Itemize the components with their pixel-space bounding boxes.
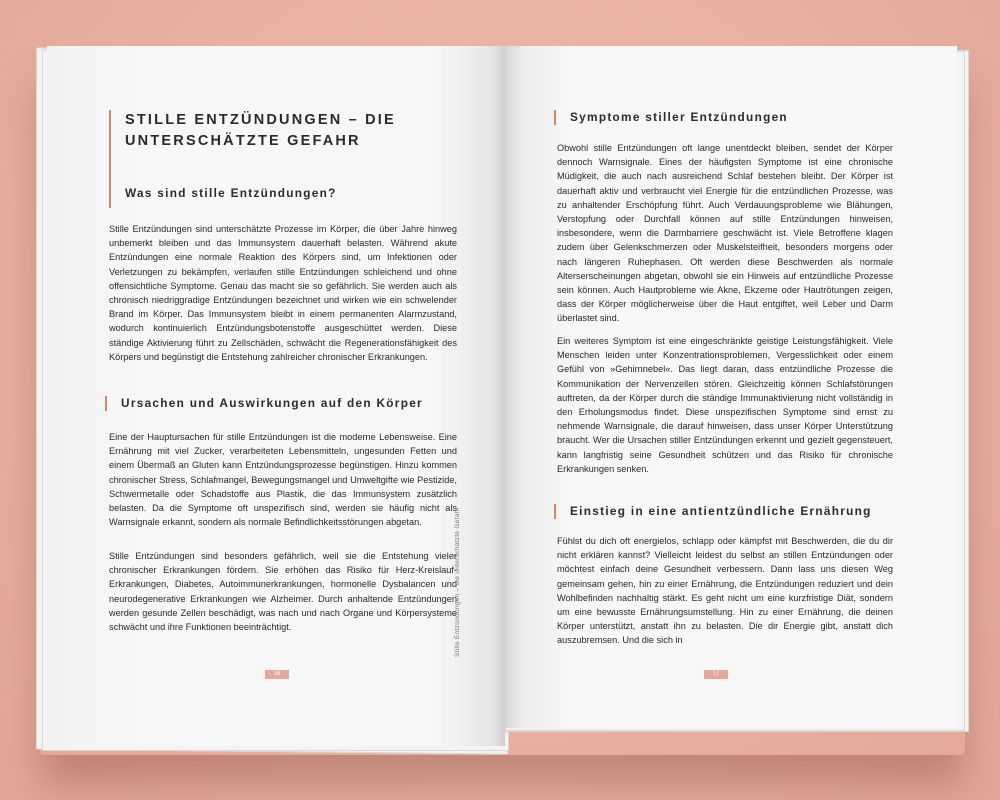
paragraph-causes-1: Eine der Hauptursachen für stille Entzündungen ist die moderne Lebensweise. Eine Ernährung mit viel Zucker, verarbeiteten Lebensmitteln, ungesunden Fetten und einem Übermaß an Gluten kann Entzündungsprozesse begünstigen. Hinzu kommen chronischer Stress, Schlafmangel, Bewegungsmangel und Umweltgifte wie Pestizide, Schwermetalle oder Schadstoffe aus Plastik, die das Immunsystem zusätzlich belasten. Da die Symptome oft unspezifisch sind, werden sie häufig nicht als Warnsignale erkannt, sondern als normale Befindlichkeitsstörungen abgetan. [109, 432, 457, 528]
paragraph-what-are: Stille Entzündungen sind unterschätzte Prozesse im Körper, die über Jahre hinweg unbemerkt bleiben und das Immunsystem dauerhaft belasten. Während akute Entzündungen eine normale Reaktion des Körpers sind, um Infektionen oder Verletzungen zu bekämpfen, verlaufen stille Entzündungen schleichend und ohne offensichtliche Symptome. Genau das macht sie so gefährlich. Sie werden auch als chronisch niedriggradige Entzündungen bezeichnet und wirken wie ein schwelender Brand im Körper. Das Immunsystem bleibt in einem permanenten Alarmzustand, wodurch kontinuierlich Entzündungsbotenstoffe ausgeschüttet werden. Diese ständige Aktivierung führt zu Zellschäden, schwächt die Regenerationsfähigkeit des Körpers und begünstigt die Entstehung zahlreicher chronischer Erkrankungen. [109, 224, 457, 362]
chapter-title: STILLE ENTZÜNDUNGEN – DIE UNTERSCHÄTZTE GEFAHR [109, 110, 425, 208]
right-page [505, 46, 957, 728]
left-page [47, 46, 505, 746]
section-heading-what-are: Was sind stille Entzündungen? [109, 186, 337, 201]
paragraph-symptoms-1: Obwohl stille Entzündungen oft lange unentdeckt bleiben, sendet der Körper dennoch Warnsignale. Eines der häufigsten Symptome ist eine chronische Müdigkeit, die auch nach ausreichend Schlaf bestehen bleibt. Der Körper ist dauerhaft aktiv und verbraucht viel Energie für die entzündlichen Prozesse, was zu anhaltender Erschöpfung führt. Auch Verdauungsprobleme wie Blähungen, Verstopfung oder Durchfall können auf stille Entzündungen hinweisen, insbesondere, wenn die Darmbarriere geschwächt ist. Viele Betroffene klagen zudem über Gelenkschmerzen oder Muskelsteifheit, besonders morgens oder nach längeren Ruhephasen. Oft werden diese Beschwerden als normale Alterserscheinungen abgetan, obwohl sie ein Hinweis auf entzündliche Prozesse sein können. Auch Hautprobleme wie Akne, Ekzeme oder Hautrötungen zeigen, dass der Körper möglicherweise über die Haut entgiftet, weil Leber und Darm überlastet sind. [557, 143, 893, 324]
running-header: Stille Entzündungen – die unterschätzte Gefahr [454, 506, 461, 657]
page-number-right: 17 [704, 670, 728, 679]
section-heading-symptoms: Symptome stiller Entzündungen [554, 110, 788, 125]
section-heading-nutrition: Einstieg in eine antientzündliche Ernährung [554, 504, 872, 519]
page-number-left: 16 [265, 670, 289, 679]
paragraph-nutrition: Fühlst du dich oft energielos, schlapp oder kämpfst mit Beschwerden, die du dir nicht erklären kannst? Vielleicht leidest du selbst an stillen Entzündungen oder möchtest einfach deine Gesundheit verbessern. Dann lass uns diesen Weg gemeinsam gehen, hin zu einer Ernährung, die Entzündungen reduziert und dein Wohlbefinden nachhaltig stärkt. Es geht nicht um eine kurzfristige Diät, sondern um eine bewusste Ernährungsumstellung. Hin zu einer Ernährung, die deinen Körper unterstützt, anstatt ihn zu belasten. Die dir Energie gibt, anstatt dich auszubremsen. Und die sich in [557, 536, 893, 646]
paragraph-symptoms-2: Ein weiteres Symptom ist eine eingeschränkte geistige Leistungsfähigkeit. Viele Menschen leiden unter Konzentrationsproblemen, Vergesslichkeit oder einem Gefühl von »Gehirnnebel«. Das liegt daran, dass entzündliche Prozesse die Kommunikation der Nervenzellen stören. Gleichzeitig können Schlafstörungen auftreten, da der Körper durch die ständige Immunaktivierung nicht vollständig in den Erholungsmodus findet. Diese unspezifischen Symptome sind ernst zu nehmende Warnsignale, die darauf hinweisen, dass unser Körper Unterstützung braucht. Wer die Ursachen stiller Entzündungen erkennt und gezielt gegensteuert, kann langfristig seine Gesundheit schützen und das Risiko für chronische Erkrankungen senken. [557, 336, 893, 474]
paragraph-causes-2: Stille Entzündungen sind besonders gefährlich, weil sie die Entstehung vieler chronischer Erkrankungen fördern. Sie erhöhen das Risiko für Herz-Kreislauf-Erkrankungen, Diabetes, Autoimmunerkrankungen, hormonelle Dysbalancen und neurodegenerative Erkrankungen wie Alzheimer. Durch anhaltende Entzündungen werden gesunde Zellen beschädigt, was nach und nach Organe und Körpersysteme schwächt und ihre Funktionen beeinträchtigt. [109, 551, 457, 633]
section-heading-causes: Ursachen und Auswirkungen auf den Körper [105, 396, 423, 411]
